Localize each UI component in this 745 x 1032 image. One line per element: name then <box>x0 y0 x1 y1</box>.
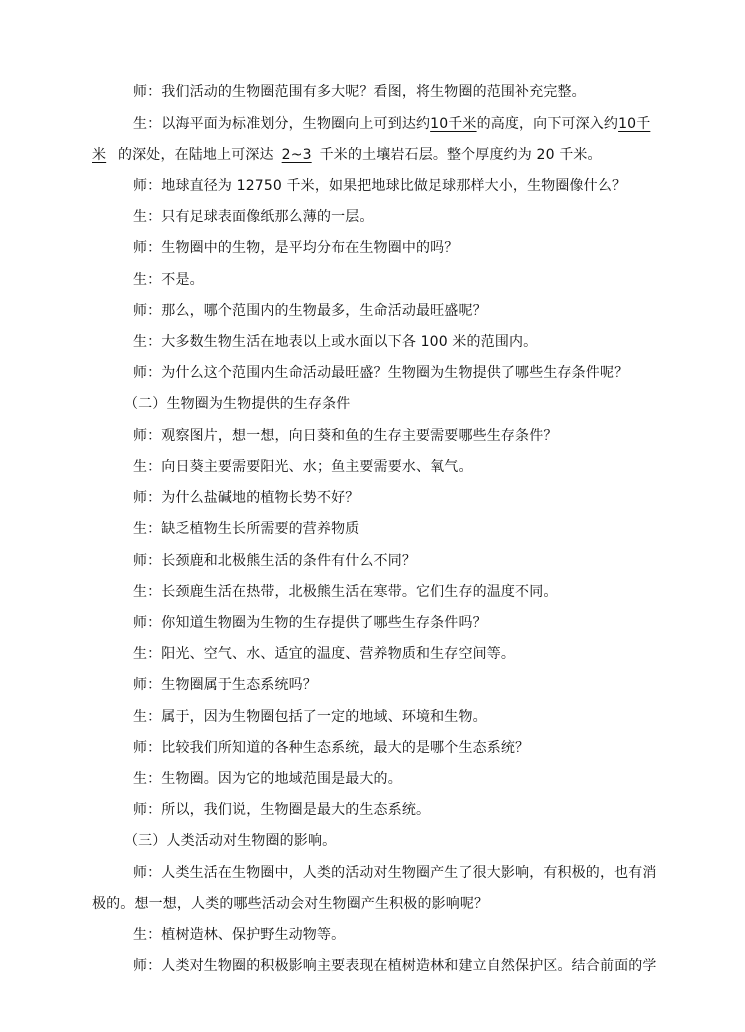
text-line: 生：不是。 <box>133 272 204 288</box>
text-line: 师：地球直径为 12750 千米，如果把地球比做足球那样大小，生物圈像什么？ <box>133 178 627 194</box>
text-line: 生：阳光、空气、水、适宜的温度、营养物质和生存空间等。 <box>133 646 516 662</box>
text-segment: 千米的土壤岩石层。整个厚度约为 20 千米。 <box>319 147 602 163</box>
text-segment: 的深处，在陆地上可深达 <box>118 147 274 163</box>
answer-blank: 2~3 <box>281 147 312 163</box>
text-line: 师：比较我们所知道的各种生态系统，最大的是哪个生态系统？ <box>133 740 530 756</box>
text-line: 师：生物圈中的生物，是平均分布在生物圈中的吗？ <box>133 240 459 256</box>
text-line: 师：人类生活在生物圈中，人类的活动对生物圈产生了很大影响，有积极的，也有消 <box>133 865 657 881</box>
text-line: 生：生物圈。因为它的地域范围是最大的。 <box>133 771 402 787</box>
text-segment: 生：以海平面为标准划分，生物圈向上可到达约 <box>133 116 431 132</box>
answer-blank: 10千米 <box>430 116 477 132</box>
text-line: 生：缺乏植物生长所需要的营养物质 <box>133 521 360 537</box>
text-line <box>92 145 602 165</box>
text-line: 师：生物圈属于生态系统吗？ <box>133 677 317 693</box>
text-line: 极的。想一想，人类的哪些活动会对生物圈产生积极的影响呢？ <box>92 896 489 912</box>
text-line: 生：向日葵主要需要阳光、水；鱼主要需要水、氧气。 <box>133 459 473 475</box>
text-line: 生：只有足球表面像纸那么薄的一层。 <box>133 209 374 225</box>
text-line: 生：植树造林、保护野生动物等。 <box>133 927 346 943</box>
text-line: 师：你知道生物圈为生物的生存提供了哪些生存条件吗？ <box>133 615 487 631</box>
text-segment: 的高度，向下可深入约 <box>476 116 619 132</box>
text-line: 生：属于，因为生物圈包括了一定的地域、环境和生物。 <box>133 709 487 725</box>
text-line: 师：那么，哪个范围内的生物最多，生命活动最旺盛呢？ <box>133 303 487 319</box>
text-line: 生：长颈鹿生活在热带，北极熊生活在寒带。它们生存的温度不同。 <box>133 584 558 600</box>
answer-blank: 米 <box>92 147 107 163</box>
text-line <box>133 114 650 134</box>
text-line: 生：大多数生物生活在地表以上或水面以下各 100 米的范围内。 <box>133 334 538 350</box>
text-line: 师：人类对生物圈的积极影响主要表现在植树造林和建立自然保护区。结合前面的学 <box>133 958 657 974</box>
text-line: 师：我们活动的生物圈范围有多大呢？看图，将生物圈的范围补充完整。 <box>133 84 586 100</box>
section-heading: （三）人类活动对生物圈的影响。 <box>124 833 337 849</box>
text-line: 师：为什么盐碱地的植物长势不好？ <box>133 490 360 506</box>
text-line: 师：观察图片，想一想，向日葵和鱼的生存主要需要哪些生存条件？ <box>133 428 558 444</box>
section-heading: （二）生物圈为生物提供的生存条件 <box>124 396 351 412</box>
text-line: 师：长颈鹿和北极熊生活的条件有什么不同？ <box>133 553 416 569</box>
text-line: 师：所以，我们说，生物圈是最大的生态系统。 <box>133 802 431 818</box>
text-line: 师：为什么这个范围内生命活动最旺盛？生物圈为生物提供了哪些生存条件呢？ <box>133 365 629 381</box>
answer-blank: 10千 <box>618 116 651 132</box>
